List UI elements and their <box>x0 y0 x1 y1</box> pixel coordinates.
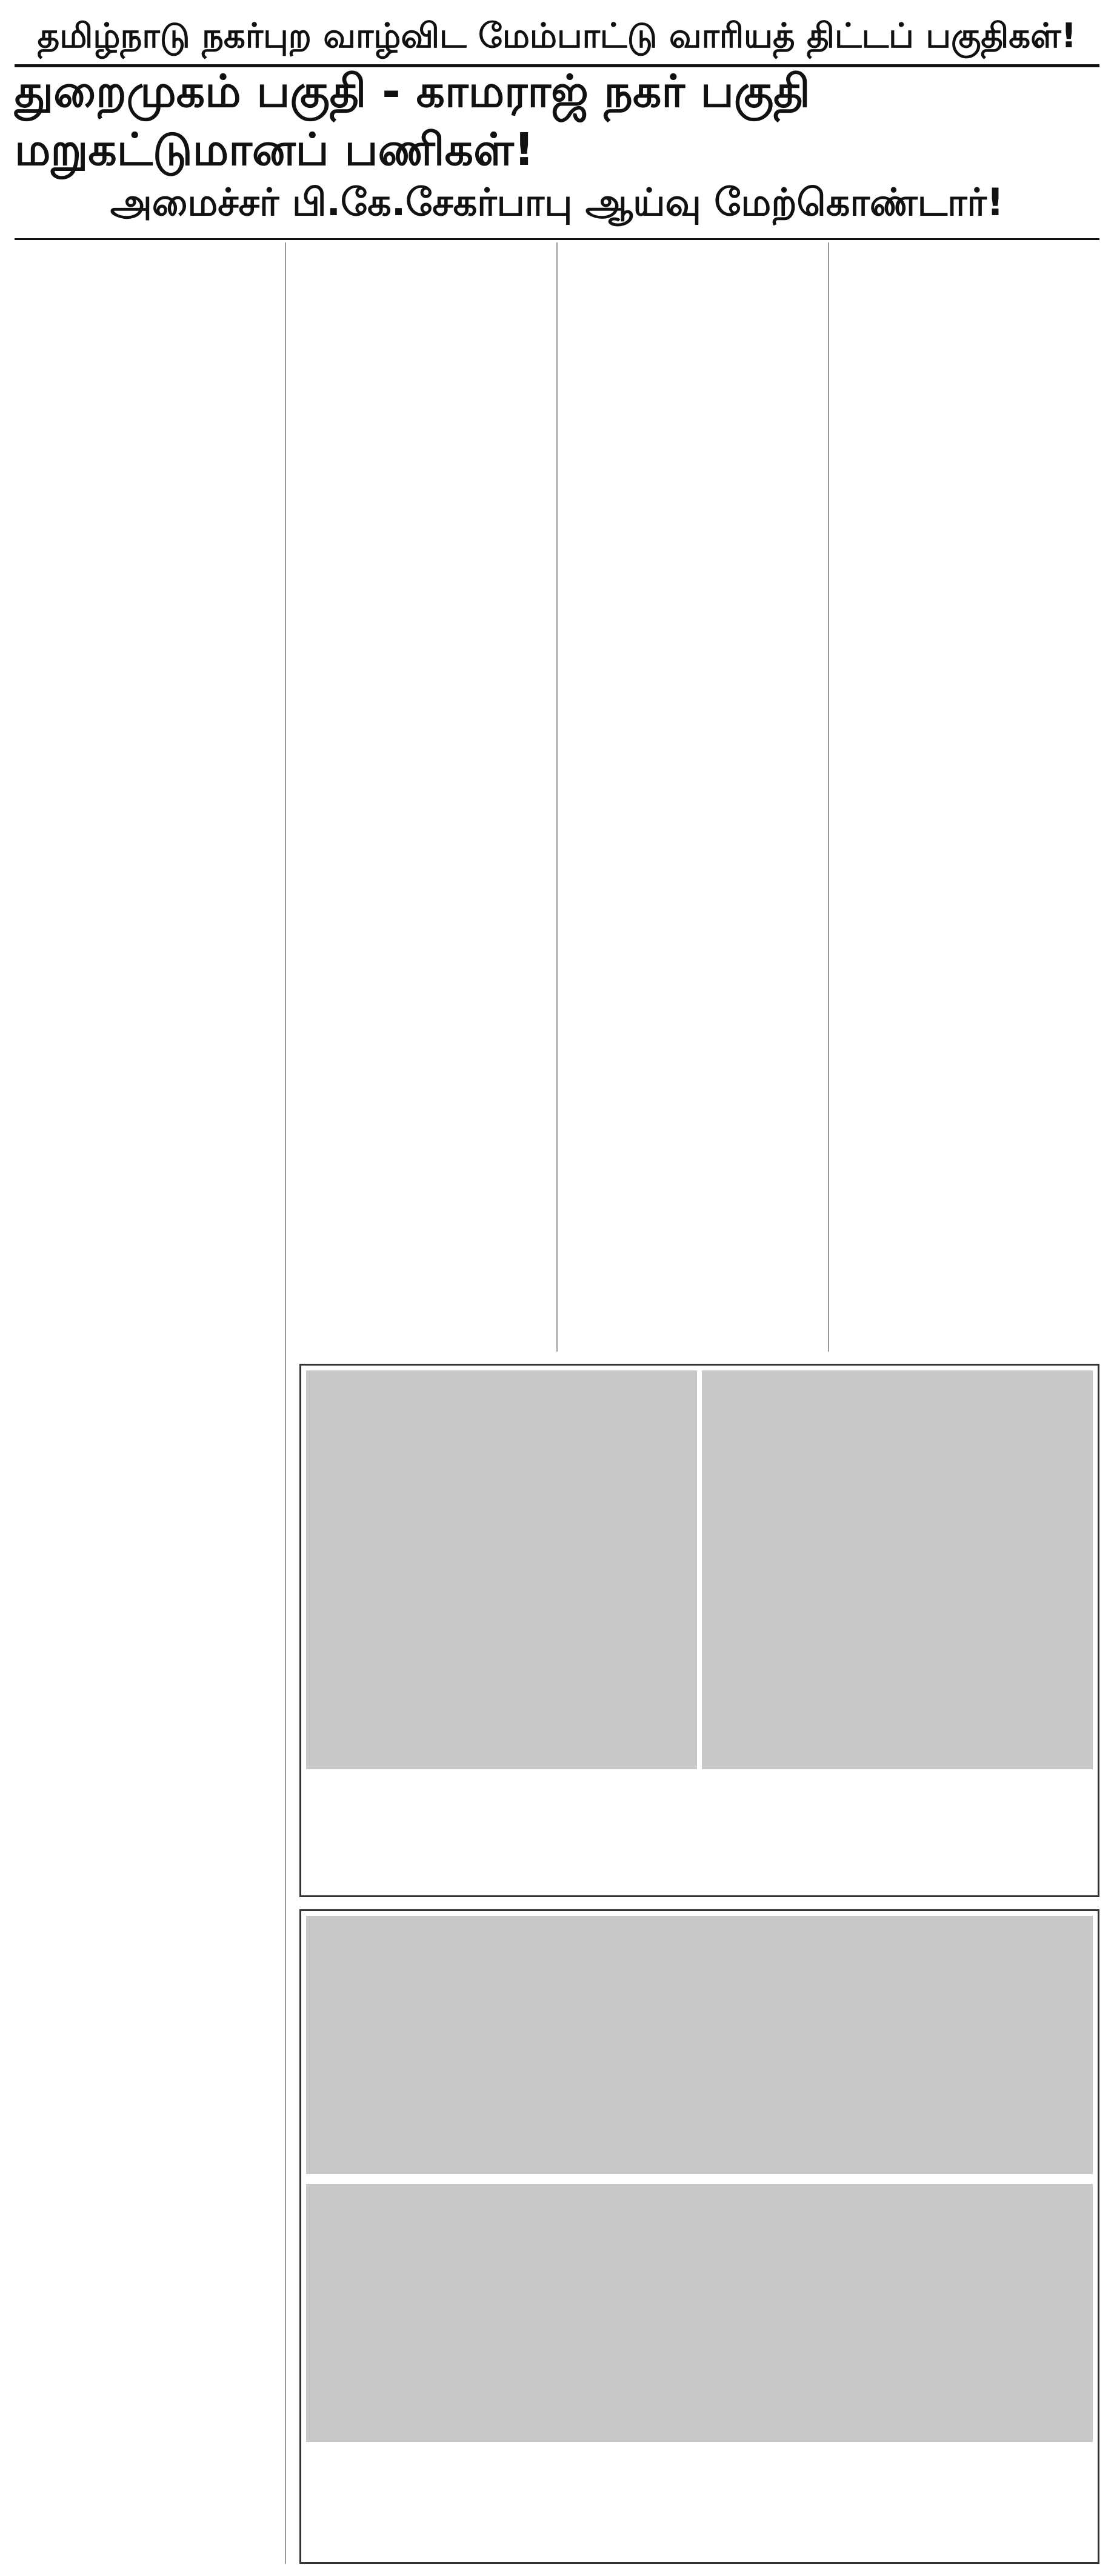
photo-caption-2 <box>301 2447 1098 2562</box>
photo-row-2a <box>301 1911 1098 2179</box>
event-photo <box>306 1370 697 1769</box>
article-column-1 <box>15 242 286 2564</box>
photo-row-1 <box>301 1366 1098 1774</box>
photo-row-2b <box>301 2179 1098 2447</box>
sub-headline: அமைச்சர் பி.கே.சேகர்பாபு ஆய்வு மேற்கொண்டார்! <box>15 172 1099 240</box>
main-headline: துறைமுகம் பகுதி - காமராஜ் நகர் பகுதி மறுகட்டுமானப் பணிகள்! <box>15 65 810 176</box>
photo-caption-1 <box>301 1774 1098 1895</box>
event-photo <box>306 2184 1093 2442</box>
event-photo <box>702 1370 1093 1769</box>
photo-panel-1 <box>299 1364 1099 1897</box>
article-column-3 <box>558 242 829 1352</box>
kicker-headline: தமிழ்நாடு நகர்புற வாழ்விட மேம்பாட்டு வாரியத் திட்டப் பகுதிகள்! <box>15 12 1099 67</box>
article-column-2 <box>286 242 558 1352</box>
event-photo <box>306 1916 1093 2174</box>
photo-panel-2 <box>299 1909 1099 2564</box>
article-column-4 <box>829 242 1099 1352</box>
article-body <box>15 242 1099 2564</box>
